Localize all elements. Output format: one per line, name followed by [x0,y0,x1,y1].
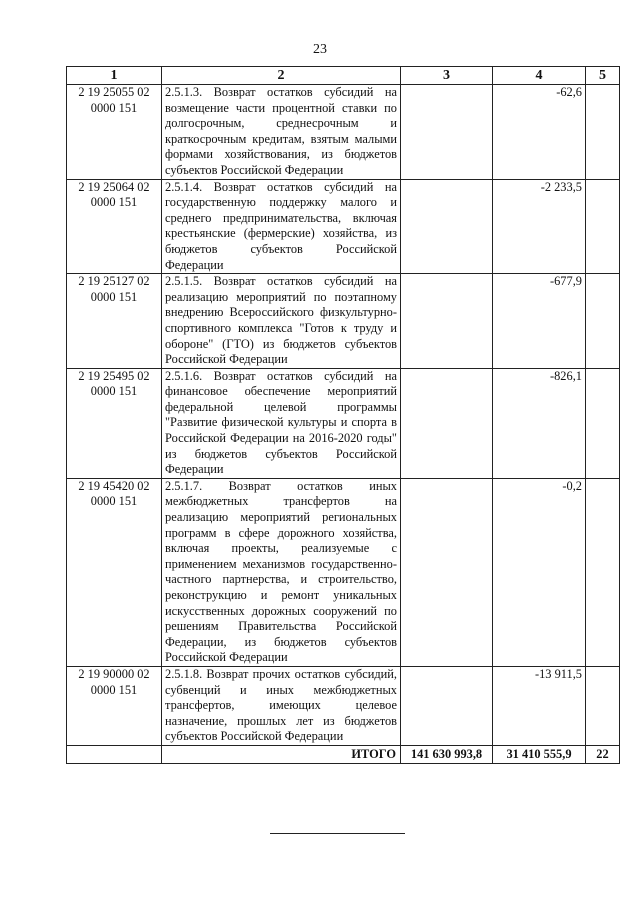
table-row [67,368,620,478]
amount-col3 [401,85,493,180]
total-col5: 22 [586,745,620,763]
amount-col5 [586,85,620,180]
table-row [67,179,620,274]
column-header-2: 2 [162,67,401,85]
amount-col4: -62,6 [493,85,586,180]
table-row [67,85,620,180]
total-row [67,745,620,763]
header-row [67,67,620,85]
row-description: 2.5.1.3. Возврат остатков субсидий на возмещение части процентной ставки по долгосрочным, среднесрочным и краткосрочным кредитам, взятым малыми формами хозяйствования, из бюджетов субъектов Российской Федерации [162,85,401,180]
budget-code: 2 19 25495 02 0000 151 [67,368,162,478]
column-header-5: 5 [586,67,620,85]
row-description: 2.5.1.6. Возврат остатков субсидий на финансовое обеспечение мероприятий федеральной целевой программы "Развитие физической культуры и спорта в Российской Федерации на 2016-2020 годы" из бюджетов субъектов Российской Федерации [162,368,401,478]
amount-col5 [586,274,620,369]
amount-col5 [586,179,620,274]
row-description: 2.5.1.5. Возврат остатков субсидий на реализацию мероприятий по поэтапному внедрению Всероссийского физкультурно-спортивного комплекса "Готов к труду и обороне" (ГТО) из бюджетов субъектов Российской Федерации [162,274,401,369]
total-col3: 141 630 993,8 [401,745,493,763]
amount-col3 [401,368,493,478]
amount-col4: -0,2 [493,478,586,666]
amount-col5 [586,666,620,745]
amount-col4: -13 911,5 [493,666,586,745]
amount-col3 [401,478,493,666]
page-number: 23 [313,42,327,57]
budget-code: 2 19 90000 02 0000 151 [67,666,162,745]
amount-col3 [401,274,493,369]
amount-col3 [401,179,493,274]
table-row [67,274,620,369]
amount-col5 [586,368,620,478]
signature-line [270,833,405,834]
budget-code: 2 19 25064 02 0000 151 [67,179,162,274]
row-description: 2.5.1.4. Возврат остатков субсидий на государственную поддержку малого и среднего предпринимательства, включая крестьянские (фермерские) хозяйства, из бюджетов субъектов Российской Федерации [162,179,401,274]
amount-col5 [586,478,620,666]
amount-col4: -826,1 [493,368,586,478]
row-description: 2.5.1.8. Возврат прочих остатков субсидий, субвенций и иных межбюджетных трансфертов, имеющих целевое назначение, прошлых лет из бюджетов субъектов Российской Федерации [162,666,401,745]
total-label: ИТОГО [162,745,401,763]
budget-code: 2 19 45420 02 0000 151 [67,478,162,666]
amount-col4: -2 233,5 [493,179,586,274]
total-col4: 31 410 555,9 [493,745,586,763]
budget-code: 2 19 25055 02 0000 151 [67,85,162,180]
table-row [67,478,620,666]
total-empty-cell [67,745,162,763]
amount-col3 [401,666,493,745]
amount-col4: -677,9 [493,274,586,369]
budget-code: 2 19 25127 02 0000 151 [67,274,162,369]
table-row [67,666,620,745]
budget-table [66,66,620,764]
row-description: 2.5.1.7. Возврат остатков иных межбюджетных трансфертов на реализацию мероприятий региональных программ в сфере дорожного хозяйства, включая проекты, реализуемые с применением механизмов государственно-частного партнерства, и строительство, реконструкцию и ремонт уникальных искусственных дорожных сооружений по решениям Правительства Российской Федерации, из бюджетов субъектов Российской Федерации [162,478,401,666]
column-header-4: 4 [493,67,586,85]
column-header-1: 1 [67,67,162,85]
column-header-3: 3 [401,67,493,85]
